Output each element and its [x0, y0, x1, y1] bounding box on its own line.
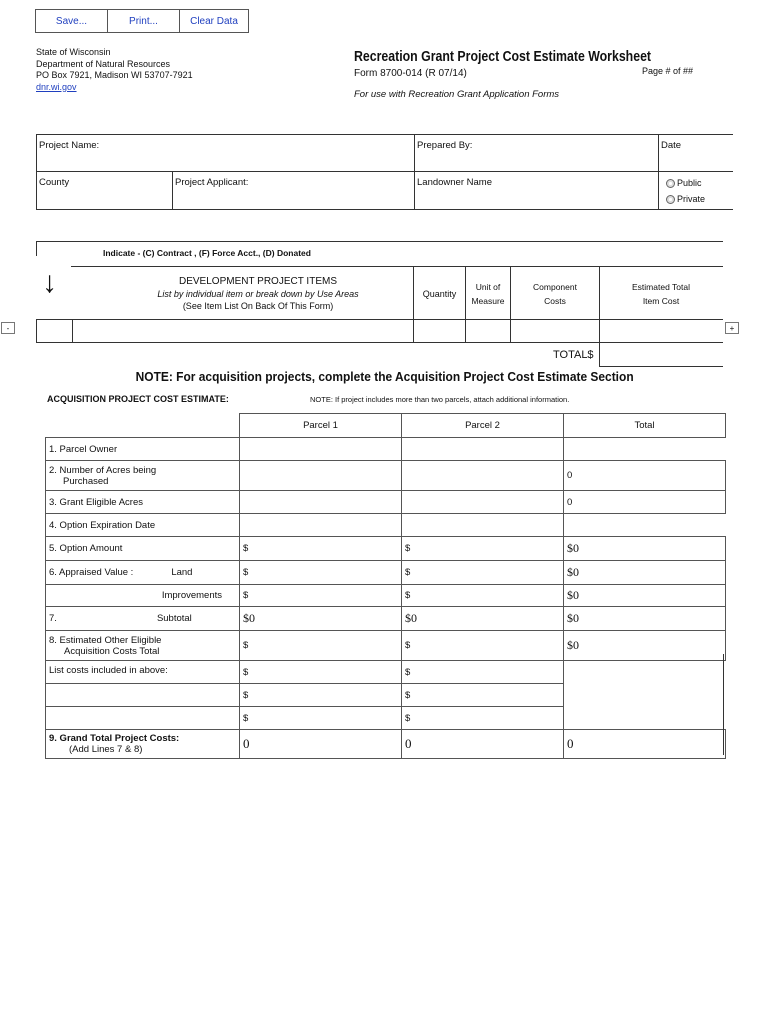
indicate-legend: Indicate - (C) Contract , (F) Force Acct., (D) Donated: [103, 248, 311, 258]
acres-purchased-label: 2. Number of Acres being Purchased: [46, 461, 240, 491]
parcel-1-eligible-input[interactable]: [240, 491, 402, 514]
appraised-land-label: 6. Appraised Value : Land: [46, 561, 240, 585]
total-label: TOTAL$: [553, 349, 594, 361]
total-land: $0: [564, 561, 726, 585]
print-button[interactable]: Print...: [108, 10, 180, 32]
acquisition-note: NOTE: For acquisition projects, complete the Acquisition Project Cost Estimate Section: [136, 369, 634, 384]
option-amount-label: 5. Option Amount: [46, 537, 240, 561]
grand-total-label: 9. Grand Total Project Costs: (Add Lines 7 & 8): [46, 730, 240, 759]
project-name-field[interactable]: Project Name:: [39, 140, 100, 151]
eligible-acres-label: 3. Grant Eligible Acres: [46, 491, 240, 514]
parcel-1-option-input[interactable]: $: [240, 537, 402, 561]
project-applicant-field[interactable]: Project Applicant:: [175, 177, 249, 188]
parcel-1-grand-total: 0: [240, 730, 402, 759]
parcel-2-header: Parcel 2: [402, 414, 564, 438]
agency-address: PO Box 7921, Madison WI 53707-7921: [36, 70, 193, 80]
agency-block: [36, 47, 193, 93]
form-title: Recreation Grant Project Cost Estimate Worksheet: [354, 49, 652, 65]
total-subtotal: $0: [564, 607, 726, 631]
parcel-1-list-cost-2[interactable]: $: [240, 684, 402, 707]
down-arrow-icon: ↓: [42, 266, 57, 299]
parcel-2-list-cost-3[interactable]: $: [402, 707, 564, 730]
landowner-name-field[interactable]: Landowner Name: [417, 177, 492, 188]
dev-items-subtitle: List by individual item or break down by Use Areas: [157, 289, 359, 299]
remove-row-button[interactable]: -: [1, 322, 15, 334]
parcel-2-expiration-input[interactable]: [402, 514, 564, 537]
page-number: Page # of ##: [642, 66, 694, 76]
list-costs-label: List costs included in above:: [46, 661, 240, 684]
option-expiration-label: 4. Option Expiration Date: [46, 514, 240, 537]
parcel-owner-label: 1. Parcel Owner: [46, 438, 240, 461]
parcel-2-owner-input[interactable]: [402, 438, 564, 461]
parcel-2-list-cost-2[interactable]: $: [402, 684, 564, 707]
unit-header-2: Measure: [471, 296, 505, 306]
total-other-costs: $0: [564, 631, 726, 661]
county-field[interactable]: County: [39, 177, 70, 188]
parcel-2-land-input[interactable]: $: [402, 561, 564, 585]
total-option-amount: $0: [564, 537, 726, 561]
parcel-2-improvements-input[interactable]: $: [402, 585, 564, 607]
private-radio[interactable]: Private: [666, 194, 705, 204]
agency-department: Department of Natural Resources: [36, 58, 171, 69]
parcel-1-expiration-input[interactable]: [240, 514, 402, 537]
component-header-1: Component: [533, 282, 577, 292]
estimated-header-1: Estimated Total: [632, 282, 690, 292]
other-costs-label: 8. Estimated Other Eligible Acquisition Costs Total: [46, 631, 240, 661]
grand-total: 0: [564, 730, 726, 759]
parcel-2-grand-total: 0: [402, 730, 564, 759]
public-radio[interactable]: Public: [666, 178, 702, 188]
radio-circle-icon: [666, 179, 675, 188]
acquisition-small-note: NOTE: If project includes more than two parcels, attach additional information.: [310, 395, 570, 404]
total-header: Total: [564, 414, 726, 438]
parcel-1-land-input[interactable]: $: [240, 561, 402, 585]
total-eligible-acres: 0: [564, 491, 726, 514]
list-cost-row-2[interactable]: [46, 684, 240, 707]
dev-items-title: DEVELOPMENT PROJECT ITEMS: [179, 276, 337, 287]
agency-link[interactable]: dnr.wi.gov: [36, 81, 77, 92]
parcel-2-list-cost-1[interactable]: $: [402, 661, 564, 684]
acquisition-section-title: ACQUISITION PROJECT COST ESTIMATE:: [47, 394, 229, 404]
parcel-2-other-costs[interactable]: $: [402, 631, 564, 661]
save-button[interactable]: Save...: [36, 10, 108, 32]
parcel-2-eligible-input[interactable]: [402, 491, 564, 514]
list-cost-row-3[interactable]: [46, 707, 240, 730]
total-acres: 0: [564, 461, 726, 491]
form-use-note: For use with Recreation Grant Application Forms: [354, 89, 560, 100]
form-number: Form 8700-014 (R 07/14): [354, 68, 467, 79]
agency-state: State of Wisconsin: [36, 47, 111, 57]
parcel-1-other-costs[interactable]: $: [240, 631, 402, 661]
subtotal-label: 7. Subtotal: [46, 607, 240, 631]
add-row-button[interactable]: +: [725, 322, 739, 334]
parcel-1-improvements-input[interactable]: $: [240, 585, 402, 607]
parcel-2-acres-input[interactable]: [402, 461, 564, 491]
form-toolbar: [35, 9, 249, 33]
parcel-1-owner-input[interactable]: [240, 438, 402, 461]
parcel-1-list-cost-3[interactable]: $: [240, 707, 402, 730]
component-header-2: Costs: [544, 296, 566, 306]
parcel-2-option-input[interactable]: $: [402, 537, 564, 561]
parcel-1-header: Parcel 1: [240, 414, 402, 438]
parcel-2-subtotal: $0: [402, 607, 564, 631]
total-improvements: $0: [564, 585, 726, 607]
unit-header-1: Unit of: [475, 282, 501, 292]
radio-circle-icon: [666, 195, 675, 204]
dev-items-note: (See Item List On Back Of This Form): [182, 301, 334, 311]
acquisition-table: [45, 413, 726, 759]
improvements-label: Improvements: [46, 585, 240, 607]
parcel-1-acres-input[interactable]: [240, 461, 402, 491]
parcel-1-subtotal: $0: [240, 607, 402, 631]
parcel-1-list-cost-1[interactable]: $: [240, 661, 402, 684]
clear-data-button[interactable]: Clear Data: [180, 10, 248, 32]
date-field[interactable]: Date: [661, 140, 682, 151]
prepared-by-field[interactable]: Prepared By:: [417, 140, 473, 151]
quantity-header: Quantity: [422, 289, 457, 299]
estimated-header-2: Item Cost: [642, 296, 680, 306]
